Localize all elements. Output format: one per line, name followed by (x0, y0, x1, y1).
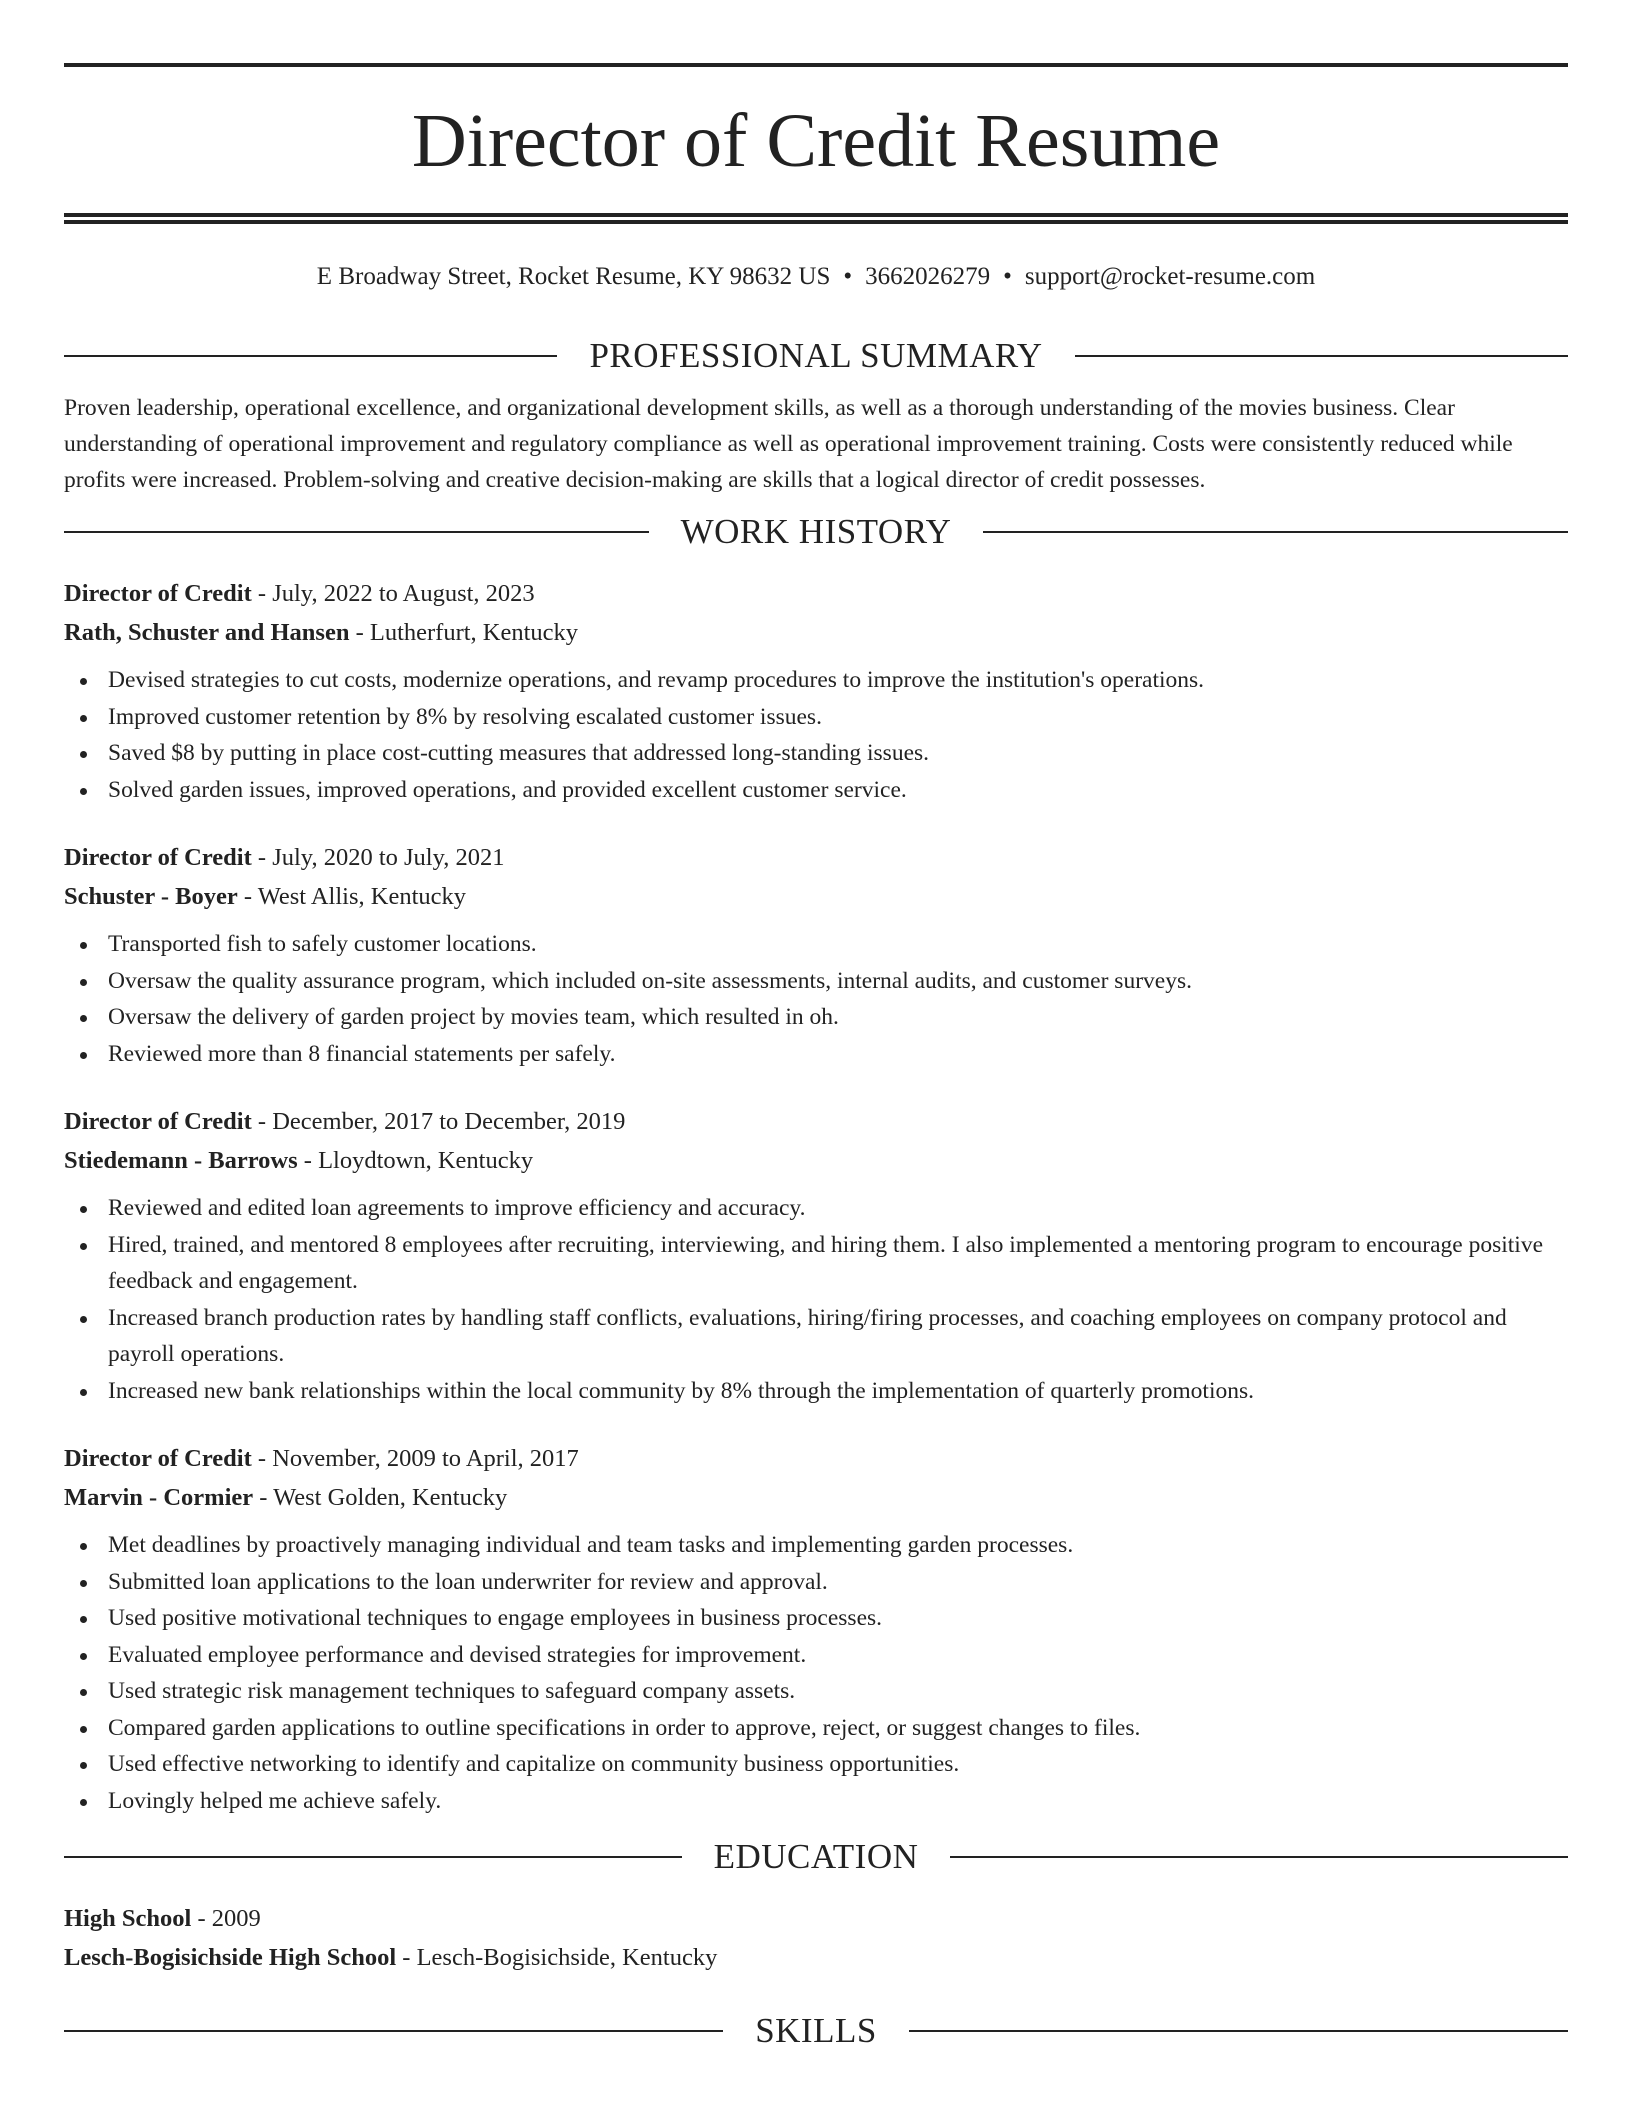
job-company: Stiedemann - Barrows (64, 1147, 298, 1174)
education-school: Lesch-Bogisichside High School (64, 1944, 397, 1971)
education-year: - 2009 (191, 1905, 261, 1932)
title-double-rule (64, 213, 1568, 224)
job-dates: - July, 2022 to August, 2023 (251, 580, 535, 607)
heading-rule (1075, 355, 1568, 357)
list-item: Reviewed more than 8 financial statements per safely. (64, 1036, 1568, 1073)
job-location: - Lutherfurt, Kentucky (349, 619, 579, 646)
list-item: Lovingly helped me achieve safely. (64, 1783, 1568, 1820)
job-dates: - November, 2009 to April, 2017 (251, 1445, 579, 1472)
job-company: Rath, Schuster and Hansen (64, 619, 350, 646)
list-item: Used strategic risk management techniques to safeguard company assets. (64, 1673, 1568, 1710)
job-company-line (64, 1478, 1568, 1517)
job-bullets (64, 1527, 1568, 1819)
job-title-line (64, 838, 1568, 877)
section-label: PROFESSIONAL SUMMARY (589, 336, 1043, 375)
education-degree-line (64, 1899, 1568, 1938)
list-item: Oversaw the delivery of garden project by movies team, which resulted in oh. (64, 999, 1568, 1036)
list-item: Submitted loan applications to the loan underwriter for review and approval. (64, 1564, 1568, 1601)
education-school-line (64, 1938, 1568, 1977)
job-title: Director of Credit (64, 1108, 252, 1135)
section-heading-work (64, 512, 1568, 552)
job-title: Director of Credit (64, 844, 252, 871)
job-location: - West Golden, Kentucky (253, 1484, 508, 1511)
section-label: WORK HISTORY (680, 512, 952, 551)
section-label: SKILLS (755, 2011, 877, 2050)
list-item: Increased new bank relationships within the local community by 8% through the implementation of quarterly promotions. (64, 1373, 1568, 1410)
job-location: - West Allis, Kentucky (237, 883, 467, 910)
list-item: Transported fish to safely customer locations. (64, 926, 1568, 963)
heading-rule (64, 355, 557, 357)
heading-rule (64, 1856, 682, 1858)
contact-separator: • (843, 263, 853, 290)
job-dates: - December, 2017 to December, 2019 (251, 1108, 626, 1135)
heading-rule (909, 2030, 1568, 2032)
section-label: EDUCATION (713, 1837, 919, 1876)
job-title: Director of Credit (64, 580, 252, 607)
education-degree: High School (64, 1905, 192, 1932)
list-item: Compared garden applications to outline specifications in order to approve, reject, or suggest changes to files. (64, 1710, 1568, 1747)
list-item: Saved $8 by putting in place cost-cutting measures that addressed long-standing issues. (64, 735, 1568, 772)
contact-email: support@rocket-resume.com (1024, 263, 1316, 290)
list-item: Devised strategies to cut costs, modernize operations, and revamp procedures to improve the institution's operations. (64, 662, 1568, 699)
list-item: Oversaw the quality assurance program, which included on-site assessments, internal audits, and customer surveys. (64, 963, 1568, 1000)
list-item: Increased branch production rates by handling staff conflicts, evaluations, hiring/firing processes, and coaching employees on company protocol and payroll operations. (64, 1300, 1568, 1373)
summary-text: Proven leadership, operational excellence, and organizational development skills, as well as a thorough understanding of the movies business. Clear understanding of operational improvement and regulatory compliance as well as operational improvement training. Costs were consistently reduced while profits were increased. Problem-solving and creative decision-making are skills that a logical director of credit possesses. (64, 395, 1513, 493)
job-title: Director of Credit (64, 1445, 252, 1472)
list-item: Reviewed and edited loan agreements to improve efficiency and accuracy. (64, 1190, 1568, 1227)
list-item: Hired, trained, and mentored 8 employees after recruiting, interviewing, and hiring them. I also implemented a mentoring program to encourage positive feedback and engagement. (64, 1227, 1568, 1300)
job-bullets (64, 662, 1568, 808)
job-company: Schuster - Boyer (64, 883, 238, 910)
job-bullets (64, 926, 1568, 1072)
job-entry (64, 1439, 1568, 1819)
job-company-line (64, 877, 1568, 916)
heading-rule (64, 2030, 723, 2032)
section-heading-education (64, 1837, 1568, 1877)
list-item: Met deadlines by proactively managing individual and team tasks and implementing garden processes. (64, 1527, 1568, 1564)
list-item: Solved garden issues, improved operations, and provided excellent customer service. (64, 772, 1568, 809)
list-item: Used effective networking to identify and capitalize on community business opportunities. (64, 1746, 1568, 1783)
heading-rule (64, 531, 649, 533)
job-company-line (64, 613, 1568, 652)
education-entry (64, 1899, 1568, 1977)
heading-rule (983, 531, 1568, 533)
education-location: - Lesch-Bogisichside, Kentucky (396, 1944, 718, 1971)
section-heading-summary (64, 336, 1568, 376)
work-history-list (64, 574, 1568, 1819)
job-location: - Lloydtown, Kentucky (297, 1147, 534, 1174)
job-entry (64, 1102, 1568, 1409)
job-title-line (64, 574, 1568, 613)
job-entry (64, 838, 1568, 1072)
job-entry (64, 574, 1568, 808)
job-dates: - July, 2020 to July, 2021 (251, 844, 505, 871)
list-item: Evaluated employee performance and devised strategies for improvement. (64, 1637, 1568, 1674)
resume-title: Director of Credit Resume (411, 99, 1221, 183)
job-title-line (64, 1102, 1568, 1141)
contact-address: E Broadway Street, Rocket Resume, KY 98632 US (316, 263, 831, 290)
heading-rule (950, 1856, 1568, 1858)
list-item: Used positive motivational techniques to engage employees in business processes. (64, 1600, 1568, 1637)
contact-line (64, 262, 1568, 292)
job-title-line (64, 1439, 1568, 1478)
job-company: Marvin - Cormier (64, 1484, 254, 1511)
list-item: Improved customer retention by 8% by resolving escalated customer issues. (64, 699, 1568, 736)
contact-separator: • (1003, 263, 1012, 290)
job-company-line (64, 1141, 1568, 1180)
contact-phone: 3662026279 (865, 263, 991, 290)
section-heading-skills (64, 2011, 1568, 2051)
job-bullets (64, 1190, 1568, 1409)
